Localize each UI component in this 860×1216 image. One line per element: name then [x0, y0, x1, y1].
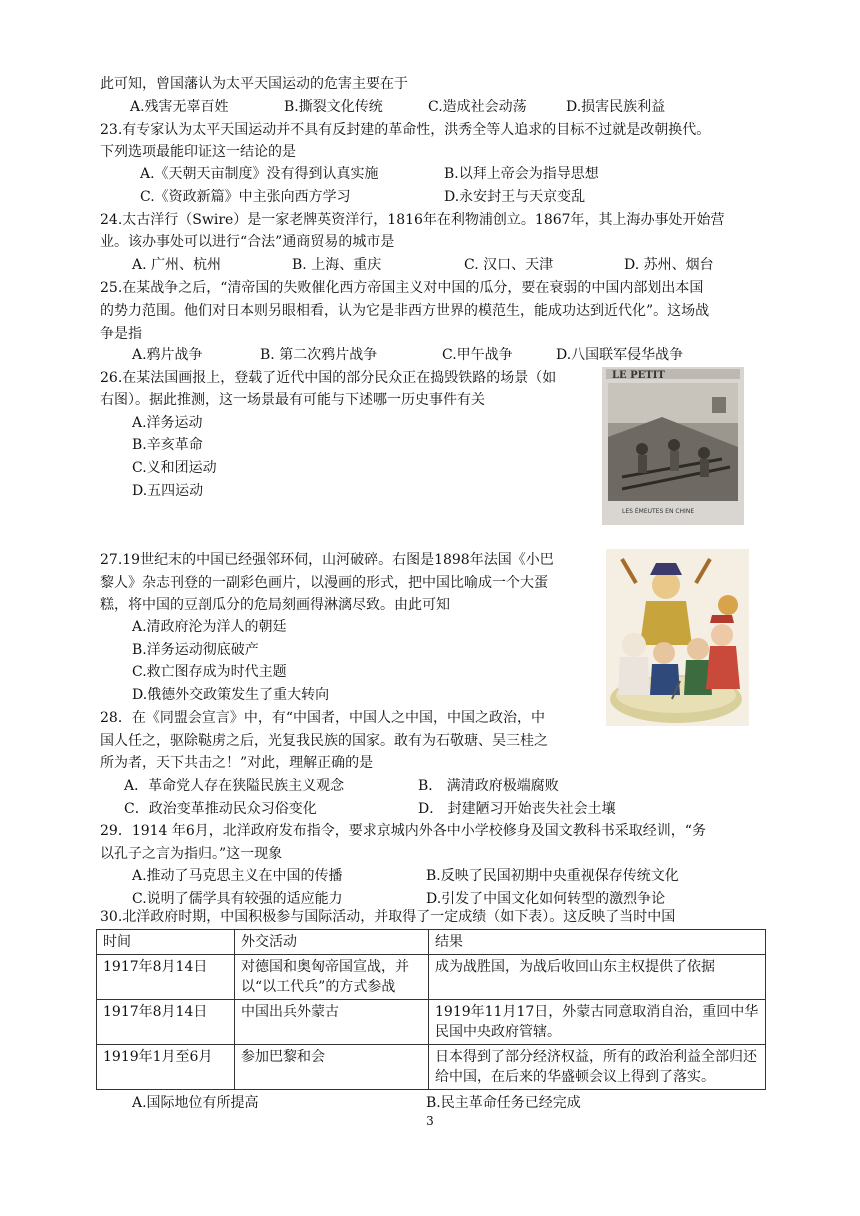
q25-stem-line1: 25.在某战争之后，“清帝国的失败催化西方帝国主义对中国的瓜分，要在衰弱的中国内部划出本国: [100, 280, 704, 296]
q27-option-b[interactable]: B.洋务运动彻底破产: [132, 642, 259, 658]
railway-caption: LES ÉMEUTES EN CHINE: [622, 508, 695, 515]
table-cell: 参加巴黎和会: [235, 1045, 429, 1090]
q28-stem-line1: 28．在《同盟会宣言》中，有“中国者，中国人之中国，中国之政治，中: [100, 710, 545, 726]
table-cell: 对德国和奥匈帝国宣战，并以“以工代兵”的方式参战: [235, 955, 429, 1000]
table-cell: 中国出兵外蒙古: [235, 1000, 429, 1045]
q28-stem-line2: 国人任之，驱除鞑虏之后，光复我民族的国家。敢有为石敬瑭、吴三桂之: [100, 733, 548, 749]
q26-option-c[interactable]: C.义和团运动: [132, 460, 217, 476]
railway-illustration-svg: [602, 367, 744, 525]
q25-option-b[interactable]: B. 第二次鸦片战争: [260, 347, 378, 363]
q25-option-a[interactable]: A.鸦片战争: [132, 347, 203, 363]
q27-option-d[interactable]: D.俄德外交政策发生了重大转向: [132, 687, 330, 703]
q28-option-d[interactable]: D． 封建陋习开始丧失社会土壤: [418, 801, 616, 817]
q23-stem-line1: 23.有专家认为太平天国运动并不具有反封建的革命性，洪秀全等人追求的目标不过就是改朝换代。: [100, 122, 711, 138]
table-cell: 日本得到了部分经济权益，所有的政治利益全部归还给中国，在后来的华盛顿会议上得到了落实。: [429, 1045, 766, 1090]
q24-stem-line2: 业。该办事处可以进行“合法”通商贸易的城市是: [100, 234, 395, 250]
q26-stem-line2: 右图）。据此推测，这一场景最有可能与下述哪一历史事件有关: [100, 392, 485, 408]
q23-stem-line2: 下列选项最能印证这一结论的是: [100, 144, 296, 160]
table-cell: 1919年1月至6月: [97, 1045, 235, 1090]
diplomacy-table: [96, 929, 766, 1090]
table-header-cell: 结果: [429, 930, 766, 955]
q29-stem-line1: 29．1914 年6月，北洋政府发布指令，要求京城内外各中小学校修身及国文教科书采取经训，“务: [100, 823, 706, 839]
q23-option-b[interactable]: B.以拜上帝会为指导思想: [444, 166, 599, 182]
q30-stem: 30.北洋政府时期，中国积极参与国际活动，并取得了一定成绩（如下表）。这反映了当时中国: [100, 909, 676, 925]
q27-option-c[interactable]: C.救亡图存成为时代主题: [132, 664, 287, 680]
q30-option-b[interactable]: B.民主革命任务已经完成: [426, 1095, 581, 1111]
q29-option-b[interactable]: B.反映了民国初期中央重视保存传统文化: [426, 868, 679, 884]
q28-option-b[interactable]: B． 满清政府极端腐败: [418, 778, 559, 794]
q23-option-d[interactable]: D.永安封王与天京变乱: [444, 189, 586, 205]
q24-option-b[interactable]: B. 上海、重庆: [292, 257, 382, 273]
table-cell: 1917年8月14日: [97, 955, 235, 1000]
q22-option-b[interactable]: B.撕裂文化传统: [284, 99, 383, 115]
q30-option-a[interactable]: A.国际地位有所提高: [132, 1095, 259, 1111]
railway-destruction-illustration: [602, 367, 744, 525]
table-row: [97, 1000, 766, 1045]
q27-stem-line1: 27.19世纪末的中国已经强邻环伺，山河破碎。右图是1898年法国《小巴: [100, 552, 554, 568]
table-header-cell: 时间: [97, 930, 235, 955]
q26-stem-line1: 26.在某法国画报上，登载了近代中国的部分民众正在捣毁铁路的场景（如: [100, 370, 557, 386]
q24-stem-line1: 24.太古洋行（Swire）是一家老牌英资洋行，1816年在利物浦创立。1867年，其上海办事处开始营: [100, 212, 725, 228]
table-cell: 1917年8月14日: [97, 1000, 235, 1045]
q28-option-c[interactable]: C．政治变革推动民众习俗变化: [124, 801, 317, 817]
q24-option-a[interactable]: A. 广州、杭州: [132, 257, 222, 273]
q27-stem-line3: 糕，将中国的豆剖瓜分的危局刻画得淋漓尽致。由此可知: [100, 597, 450, 613]
q22-option-c[interactable]: C.造成社会动荡: [428, 99, 527, 115]
q28-stem-line3: 所为者，天下共击之！”对此，理解正确的是: [100, 755, 374, 771]
china-cake-cartoon: [606, 549, 749, 726]
page-number: 3: [426, 1114, 434, 1128]
q26-option-a[interactable]: A.洋务运动: [132, 415, 203, 431]
q24-option-c[interactable]: C. 汉口、天津: [464, 257, 554, 273]
q25-stem-line2: 的势力范围。他们对日本则另眼相看，认为它是非西方世界的模范生，能成功达到近代化”。这场战: [100, 303, 710, 319]
q26-option-d[interactable]: D.五四运动: [132, 483, 204, 499]
q27-stem-line2: 黎人》杂志刊登的一副彩色画片，以漫画的形式，把中国比喻成一个大蛋: [100, 575, 548, 591]
svg-text:LE PETIT: LE PETIT: [612, 370, 665, 381]
q29-option-c[interactable]: C.说明了儒学具有较强的适应能力: [132, 891, 343, 907]
table-cell: 1919年11月17日，外蒙古同意取消自治，重回中华民国中央政府管辖。: [429, 1000, 766, 1045]
q26-option-b[interactable]: B.辛亥革命: [132, 437, 203, 453]
table-cell: 成为战胜国，为战后收回山东主权提供了依据: [429, 955, 766, 1000]
q24-option-d[interactable]: D. 苏州、烟台: [624, 257, 714, 273]
table-header-row: [97, 930, 766, 955]
q29-option-d[interactable]: D.引发了中国文化如何转型的激烈争论: [426, 891, 666, 907]
q23-option-c[interactable]: C.《资政新篇》中主张向西方学习: [140, 189, 351, 205]
q22-stem-tail: 此可知，曾国藩认为太平天国运动的危害主要在于: [100, 76, 408, 92]
table-row: [97, 1045, 766, 1090]
q22-option-d[interactable]: D.损害民族利益: [566, 99, 666, 115]
q25-stem-line3: 争是指: [100, 326, 142, 342]
q27-option-a[interactable]: A.清政府沦为洋人的朝廷: [132, 619, 287, 635]
q29-stem-line2: 以孔子之言为指归。”这一现象: [100, 846, 283, 862]
q25-option-c[interactable]: C.甲午战争: [442, 347, 513, 363]
q23-option-a[interactable]: A.《天朝天亩制度》没有得到认真实施: [140, 166, 379, 182]
table-header-cell: 外交活动: [235, 930, 429, 955]
q25-option-d[interactable]: D.八国联军侵华战争: [556, 347, 684, 363]
q29-option-a[interactable]: A.推动了马克思主义在中国的传播: [132, 868, 343, 884]
table-row: [97, 955, 766, 1000]
cartoon-svg: [606, 549, 749, 726]
q22-option-a[interactable]: A.残害无辜百姓: [130, 99, 229, 115]
q28-option-a[interactable]: A．革命党人存在狭隘民族主义观念: [124, 778, 345, 794]
